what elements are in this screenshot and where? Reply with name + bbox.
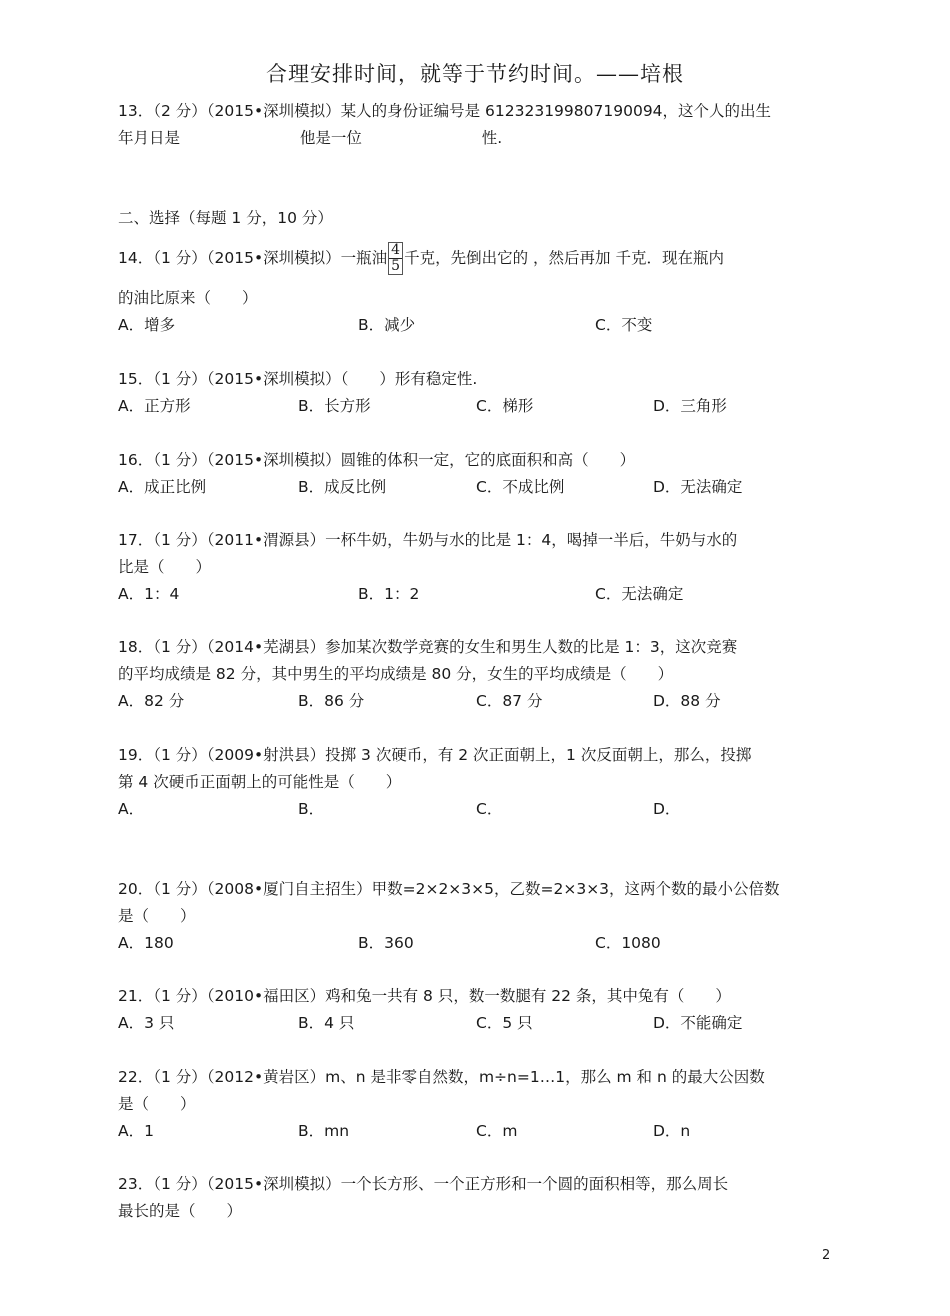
section-title: 二、选择（每题 1 分，10 分） [118,209,333,227]
q17-line1: 17．（1 分）（2011•渭源县）一杯牛奶，牛奶与水的比是 1：4，喝掉一半后，牛奶与水的 [118,531,738,549]
q14-options [118,315,838,335]
q16-line1: 16．（1 分）（2015•深圳模拟）圆锥的体积一定，它的底面积和高（ ） [118,451,636,469]
q17-line2: 比是（ ） [118,558,212,576]
page-header-quote: 合理安排时间，就等于节约时间。——培根 [266,62,684,86]
q19-options [118,799,838,819]
q20-option-b[interactable]: B．360 [358,934,414,952]
q18-option-c[interactable]: C．87 分 [476,692,543,710]
q22-option-a[interactable]: A．1 [118,1122,154,1140]
q19-option-a[interactable]: A． [118,800,145,818]
q16-options [118,477,838,497]
q14-option-c[interactable]: C．不变 [595,316,653,334]
q16-option-b[interactable]: B．成反比例 [298,478,387,496]
q18-option-b[interactable]: B．86 分 [298,692,365,710]
q14-fraction-numerator: 4 [389,243,402,259]
q23-line1: 23．（1 分）（2015•深圳模拟）一个长方形、一个正方形和一个圆的面积相等，那么周长 [118,1175,729,1193]
q15-option-d[interactable]: D．三角形 [653,397,727,415]
q13-line2-part-b: 他是一位 [299,129,362,147]
q19-option-c[interactable]: C． [476,800,503,818]
q21-line1: 21．（1 分）（2010•福田区）鸡和兔一共有 8 只，数一数腿有 22 条，其中兔有（ ） [118,987,731,1005]
q21-option-b[interactable]: B．4 只 [298,1014,355,1032]
q15-option-b[interactable]: B．长方形 [298,397,371,415]
q14-option-b[interactable]: B．减少 [358,316,416,334]
q17-option-b[interactable]: B．1：2 [358,585,420,603]
q19-option-b[interactable]: B． [298,800,325,818]
q18-line1: 18．（1 分）（2014•芜湖县）参加某次数学竞赛的女生和男生人数的比是 1：3，这次竞赛 [118,638,738,656]
q13-line2 [118,128,502,148]
q14-fraction [388,242,403,275]
q14-stem-pre: 14．（1 分）（2015•深圳模拟）一瓶油 [118,249,388,267]
q22-line2: 是（ ） [118,1095,196,1113]
q20-options [118,933,838,953]
q22-options [118,1121,838,1141]
q17-option-c[interactable]: C．无法确定 [595,585,684,603]
q13-line2-part-c: 性. [481,129,503,147]
q18-options [118,691,838,711]
q21-options [118,1013,838,1033]
q15-option-a[interactable]: A．正方形 [118,397,191,415]
q14-line1 [118,242,724,275]
q19-line2: 第 4 次硬币正面朝上的可能性是（ ） [118,773,402,791]
q22-option-d[interactable]: D．n [653,1122,691,1140]
q21-option-d[interactable]: D．不能确定 [653,1014,743,1032]
page-number: 2 [822,1248,831,1263]
q18-option-a[interactable]: A．82 分 [118,692,185,710]
q22-option-b[interactable]: B．mn [298,1122,350,1140]
q21-option-c[interactable]: C．5 只 [476,1014,533,1032]
q18-line2: 的平均成绩是 82 分，其中男生的平均成绩是 80 分，女生的平均成绩是（ ） [118,665,674,683]
q20-line1: 20．（1 分）（2008•厦门自主招生）甲数=2×2×3×5，乙数=2×3×3，这两个数的最小公倍数 [118,880,780,898]
q18-option-d[interactable]: D．88 分 [653,692,721,710]
q19-line1: 19．（1 分）（2009•射洪县）投掷 3 次硬币，有 2 次正面朝上，1 次反面朝上，那么，投掷 [118,746,752,764]
q16-option-a[interactable]: A．成正比例 [118,478,207,496]
q23-line2: 最长的是（ ） [118,1202,243,1220]
q19-option-d[interactable]: D． [653,800,681,818]
q13-line1: 13．（2 分）（2015•深圳模拟）某人的身份证编号是 612323199807190094，这个人的出生 [118,102,772,120]
q15-options [118,396,838,416]
q17-option-a[interactable]: A．1：4 [118,585,180,603]
q20-option-c[interactable]: C．1080 [595,934,661,952]
q22-line1: 22．（1 分）（2012•黄岩区）m、n 是非零自然数，m÷n=1…1，那么 m 和 n 的最大公因数 [118,1068,765,1086]
q17-options [118,584,838,604]
q16-option-d[interactable]: D．无法确定 [653,478,743,496]
q14-stem-post: 千克，先倒出它的 ，然后再加 千克．现在瓶内 [404,249,724,267]
q16-option-c[interactable]: C．不成比例 [476,478,565,496]
q14-fraction-denominator: 5 [391,258,401,274]
q14-option-a[interactable]: A．增多 [118,316,176,334]
q21-option-a[interactable]: A．3 只 [118,1014,175,1032]
q20-option-a[interactable]: A．180 [118,934,174,952]
q15-line1: 15．（1 分）（2015•深圳模拟）（ ）形有稳定性. [118,370,478,388]
q20-line2: 是（ ） [118,907,196,925]
q13-line2-part-a: 年月日是 [118,129,181,147]
q14-line2: 的油比原来（ ） [118,289,258,307]
q22-option-c[interactable]: C．m [476,1122,518,1140]
q15-option-c[interactable]: C．梯形 [476,397,534,415]
